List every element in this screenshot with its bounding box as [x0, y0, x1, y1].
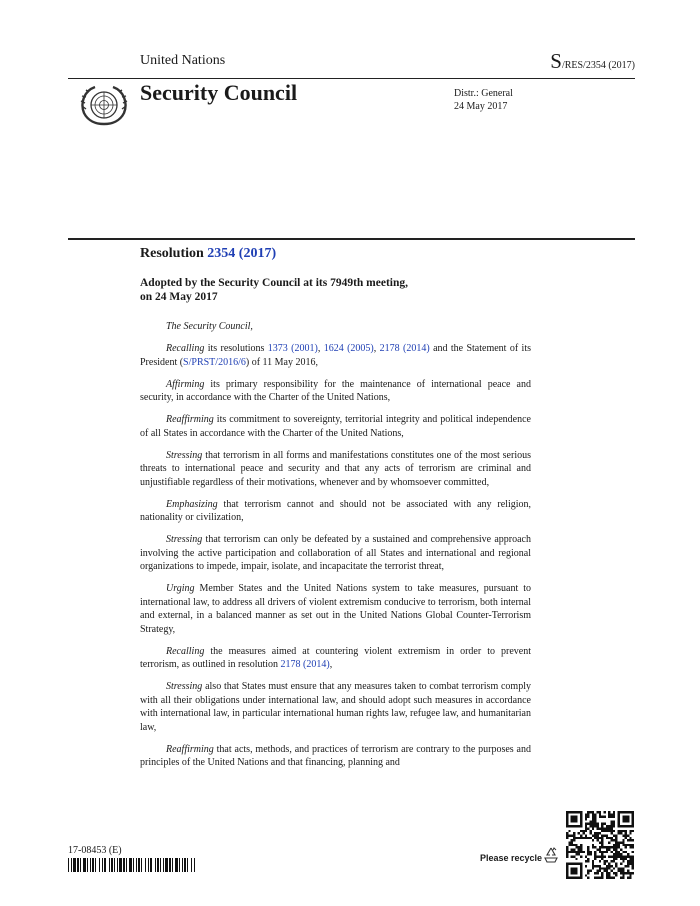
paragraph-intro — [140, 320, 531, 334]
doc-number: 17-08453 (E) — [68, 845, 122, 856]
header-rule — [68, 78, 635, 79]
p4-lead: Stressing — [166, 449, 203, 461]
council-title: Security Council — [140, 80, 298, 105]
p2-lead: Affirming — [166, 378, 205, 390]
p1-lead: Recalling — [166, 343, 205, 354]
paragraph-7 — [140, 582, 531, 636]
qr-code-icon — [566, 811, 634, 879]
paragraph-2 — [140, 378, 531, 405]
link-res-2178-b[interactable]: 2178 (2014) — [280, 659, 330, 670]
barcode-icon — [68, 858, 196, 872]
link-res-2178[interactable]: 2178 (2014) — [379, 343, 430, 354]
p5-text: that terrorism cannot and should not be associated with any religion, nationality or civilization, — [140, 498, 531, 523]
paragraph-6 — [140, 533, 531, 574]
paragraph-3 — [140, 413, 531, 440]
p2-text: its primary responsibility for the maintenance of international peace and security, in accordance with the Charter of the United Nations, — [140, 378, 531, 403]
p10-lead: Reaffirming — [166, 743, 214, 755]
p10-text: that acts, methods, and practices of terrorism are contrary to the purposes and principles of the United Nations and that financing, planning and — [140, 743, 531, 768]
p8-lead: Recalling — [166, 645, 205, 657]
distribution: Distr.: General — [454, 88, 513, 99]
document-symbol-rest: /RES/2354 (2017) — [561, 60, 635, 71]
p6-lead: Stressing — [166, 534, 203, 545]
p1-text-3: , — [373, 343, 380, 354]
paragraph-10 — [140, 743, 531, 770]
un-emblem-icon — [76, 83, 132, 127]
paragraph-9 — [140, 680, 531, 734]
resolution-title — [140, 246, 276, 262]
p9-lead: Stressing — [166, 681, 203, 692]
p3-lead: Reaffirming — [166, 414, 214, 425]
resolution-number-link[interactable]: 2354 (2017) — [207, 246, 277, 261]
p1-text-5: ) of 11 May 2016, — [245, 356, 318, 368]
link-prst[interactable]: S/PRST/2016/6 — [183, 356, 246, 368]
p3-text: its commitment to sovereignty, territorial integrity and political independence of all States in accordance with the Charter of the United Nations, — [140, 414, 531, 439]
p9-text: also that States must ensure that any measures taken to combat terrorism comply with all their obligations under international law, and should adopt such measures in accordance with international law, in particular international human rights law, refugee law, and humanitarian law, — [140, 681, 531, 733]
p4-text: that terrorism in all forms and manifestations constitutes one of the most serious threats to international peace and security and that any acts of terrorism are criminal and unjustifiable regardless of their motivations, whenever and by whomsoever committed, — [140, 449, 531, 488]
resolution-label: Resolution — [140, 246, 204, 261]
adoption-line-1: Adopted by the Security Council at its 7949th meeting, — [140, 277, 409, 289]
document-symbol — [550, 49, 635, 74]
p7-lead: Urging — [166, 583, 195, 594]
p8-text: the measures aimed at countering violent extremism in order to prevent terrorism, as outlined in resolution — [140, 645, 531, 670]
recycle-icon — [541, 846, 561, 864]
paragraph-5 — [140, 498, 531, 525]
document-symbol-prefix: S — [550, 49, 562, 73]
resolution-body — [140, 320, 531, 778]
org-name: United Nations — [140, 53, 226, 68]
paragraph-4 — [140, 449, 531, 490]
p1-text-2: , — [317, 343, 324, 354]
p6-text: that terrorism can only be defeated by a sustained and comprehensive approach involving the active participation and collaboration of all States and international and regional organizations to impede, impair, isolate, and incapacitate the terrorist threat, — [140, 534, 531, 572]
title-rule — [68, 238, 635, 240]
p5-lead: Emphasizing — [166, 498, 218, 510]
intro-text: The Security Council, — [166, 321, 253, 332]
p7-text: Member States and the United Nations system to take measures, pursuant to international law, to address all drivers of violent extremism conducive to terrorism, both internal and external, in a balanced manner as set out in the United Nations Global Counter-Terrorism Strategy, — [140, 583, 531, 635]
p1-text-1: its resolutions — [204, 343, 268, 354]
link-res-1624[interactable]: 1624 (2005) — [323, 343, 374, 354]
adoption-statement — [140, 276, 408, 304]
link-res-1373[interactable]: 1373 (2001) — [267, 343, 318, 354]
recycle-text: Please recycle — [480, 853, 543, 863]
paragraph-8 — [140, 645, 531, 672]
adoption-line-2: on 24 May 2017 — [140, 291, 218, 303]
p8-end: , — [329, 659, 333, 670]
p1-text-4: and the Statement of its President ( — [140, 343, 531, 368]
document-date: 24 May 2017 — [454, 101, 508, 112]
paragraph-1 — [140, 342, 531, 369]
